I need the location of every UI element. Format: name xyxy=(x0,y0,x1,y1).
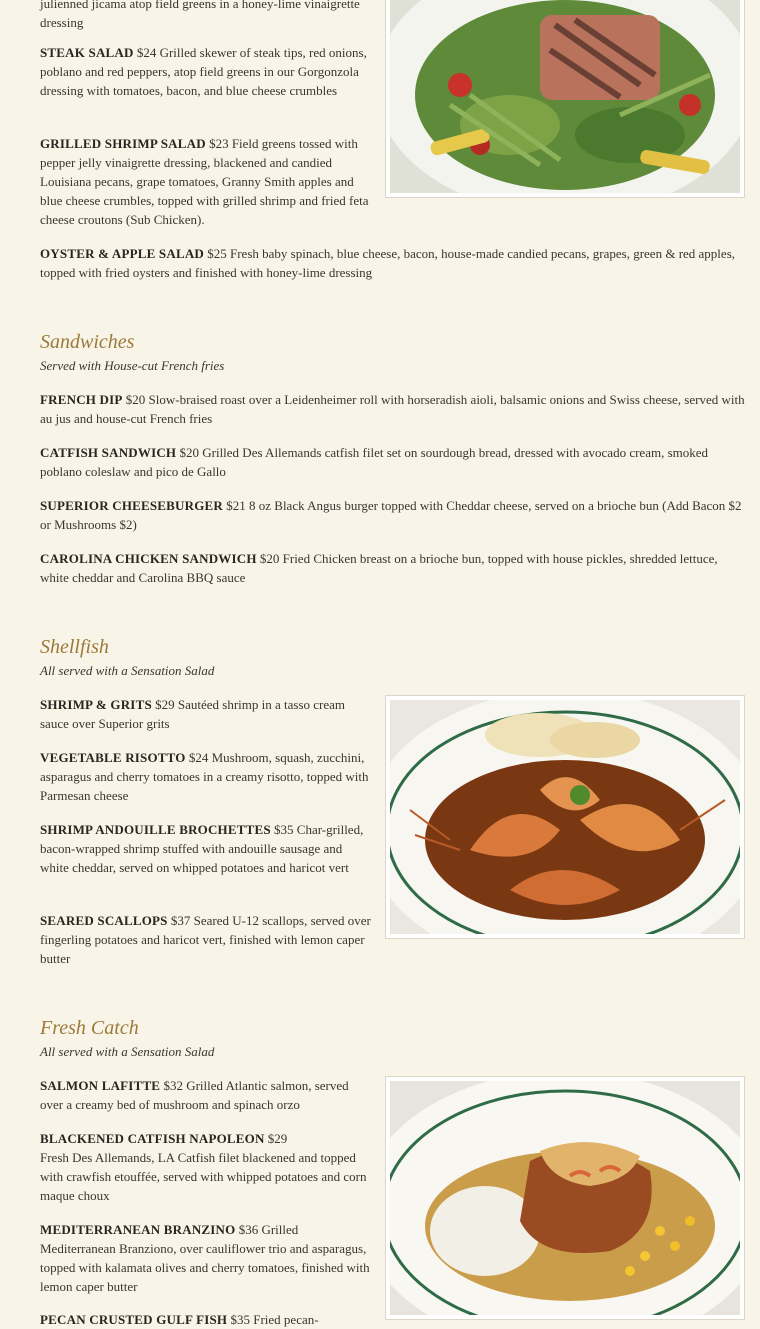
salad-item-tail xyxy=(40,0,372,32)
item-description: $23 Field greens tossed with pepper jelly vinaigrette dressing, blackened and candied Louisiana pecans, grape tomatoes, Granny Smith apples and blue cheese crumbles, topped with grilled shrimp and fried feta cheese croutons (Sub Chicken). xyxy=(40,136,369,227)
item-description: $36 Grilled Mediterranean Branziono, over cauliflower trio and asparagus, topped with kalamata olives and cherry tomatoes, finished with lemon caper butter xyxy=(40,1222,370,1294)
item-description: $35 Fried pecan- xyxy=(230,1312,319,1327)
item-description: $32 Grilled Atlantic salmon, served over a creamy bed of mushroom and spinach orzo xyxy=(40,1078,349,1112)
menu-item-french-dip xyxy=(40,390,745,428)
item-name: SEARED SCALLOPS xyxy=(40,913,168,928)
item-description: $37 Seared U-12 scallops, served over fingerling potatoes and haricot vert, finished with lemon caper butter xyxy=(40,913,371,966)
item-name: CAROLINA CHICKEN SANDWICH xyxy=(40,551,257,566)
item-price: $29 xyxy=(267,1131,288,1146)
item-name: CATFISH SANDWICH xyxy=(40,445,177,460)
item-name: SUPERIOR CHEESEBURGER xyxy=(40,498,223,513)
catfish-napoleon-image xyxy=(390,1081,740,1315)
menu-item-oyster-apple-salad xyxy=(40,244,745,282)
item-description: $21 8 oz Black Angus burger topped with Cheddar cheese, served on a brioche bun (Add Bacon $2 or Mushrooms $2) xyxy=(40,498,742,532)
section-title-sandwiches: Sandwiches xyxy=(40,331,135,353)
menu-item-salmon-lafitte xyxy=(40,1076,372,1114)
item-name: VEGETABLE RISOTTO xyxy=(40,750,186,765)
item-name: STEAK SALAD xyxy=(40,45,134,60)
menu-item-seared-scallops xyxy=(40,911,372,968)
item-name: MEDITERRANEAN BRANZINO xyxy=(40,1222,236,1237)
section-subtitle-shellfish: All served with a Sensation Salad xyxy=(40,663,215,678)
item-name: SHRIMP ANDOUILLE BROCHETTES xyxy=(40,822,271,837)
item-name: PECAN CRUSTED GULF FISH xyxy=(40,1312,228,1327)
item-name: OYSTER & APPLE SALAD xyxy=(40,246,204,261)
item-name: BLACKENED CATFISH NAPOLEON xyxy=(40,1131,265,1146)
section-subtitle-sandwiches: Served with House-cut French fries xyxy=(40,358,225,373)
item-description: $29 Sautéed shrimp in a tasso cream sauce over Superior grits xyxy=(40,697,346,731)
fresh-catch-photo xyxy=(385,1076,745,1320)
section-title-fresh-catch: Fresh Catch xyxy=(40,1017,139,1039)
menu-item-carolina-chicken-sandwich xyxy=(40,549,745,587)
item-description: $25 Fresh baby spinach, blue cheese, bacon, house-made candied pecans, grapes, green & red apples, topped with fried oysters and finished with honey-lime dressing xyxy=(40,246,736,280)
item-description: $20 Grilled Des Allemands catfish filet set on sourdough bread, dressed with avocado cream, smoked poblano coleslaw and pico de Gallo xyxy=(40,445,709,479)
item-name: SHRIMP & GRITS xyxy=(40,697,152,712)
menu-item-pecan-crusted-gulf-fish xyxy=(40,1310,372,1329)
salad-photo xyxy=(385,0,745,198)
item-description: $24 Mushroom, squash, zucchini, asparagus and cherry tomatoes in a creamy risotto, topped with Parmesan cheese xyxy=(40,750,369,803)
item-description: $24 Grilled skewer of steak tips, red onions, poblano and red peppers, atop field greens in our Gorgonzola dressing with tomatoes, bacon, and blue cheese crumbles xyxy=(40,45,367,98)
bbq-shrimp-image xyxy=(390,700,740,934)
menu-item-blackened-catfish-napoleon xyxy=(40,1129,372,1205)
section-subtitle-fresh-catch: All served with a Sensation Salad xyxy=(40,1044,215,1059)
menu-item-catfish-sandwich xyxy=(40,443,745,481)
menu-item-superior-cheeseburger xyxy=(40,496,745,534)
item-description: $20 Fried Chicken breast on a brioche bun, topped with house pickles, shredded lettuce, white cheddar and Carolina BBQ sauce xyxy=(40,551,718,585)
menu-item-vegetable-risotto xyxy=(40,748,372,805)
item-name: GRILLED SHRIMP SALAD xyxy=(40,136,206,151)
menu-item-grilled-shrimp-salad xyxy=(40,134,372,229)
menu-item-steak-salad xyxy=(40,43,372,100)
item-description: $20 Slow-braised roast over a Leidenheimer roll with horseradish aioli, balsamic onions and Swiss cheese, served with au jus and house-cut French fries xyxy=(40,392,745,426)
item-name: FRENCH DIP xyxy=(40,392,123,407)
shellfish-photo xyxy=(385,695,745,939)
section-title-shellfish: Shellfish xyxy=(40,636,109,658)
menu-item-shrimp-andouille-brochettes xyxy=(40,820,372,877)
item-description: julienned jicama atop field greens in a honey-lime vinaigrette dressing xyxy=(40,0,360,30)
item-description: Fresh Des Allemands, LA Catfish filet blackened and topped with crawfish etouffée, served with whipped potatoes and corn maque choux xyxy=(40,1150,367,1203)
menu-item-shrimp-grits xyxy=(40,695,372,733)
salmon-salad-image xyxy=(390,0,740,193)
item-name: SALMON LAFITTE xyxy=(40,1078,161,1093)
item-description: $35 Char-grilled, bacon-wrapped shrimp stuffed with andouille sausage and white cheddar, served on whipped potatoes and haricot vert xyxy=(40,822,364,875)
menu-item-mediterranean-branzino xyxy=(40,1220,372,1296)
